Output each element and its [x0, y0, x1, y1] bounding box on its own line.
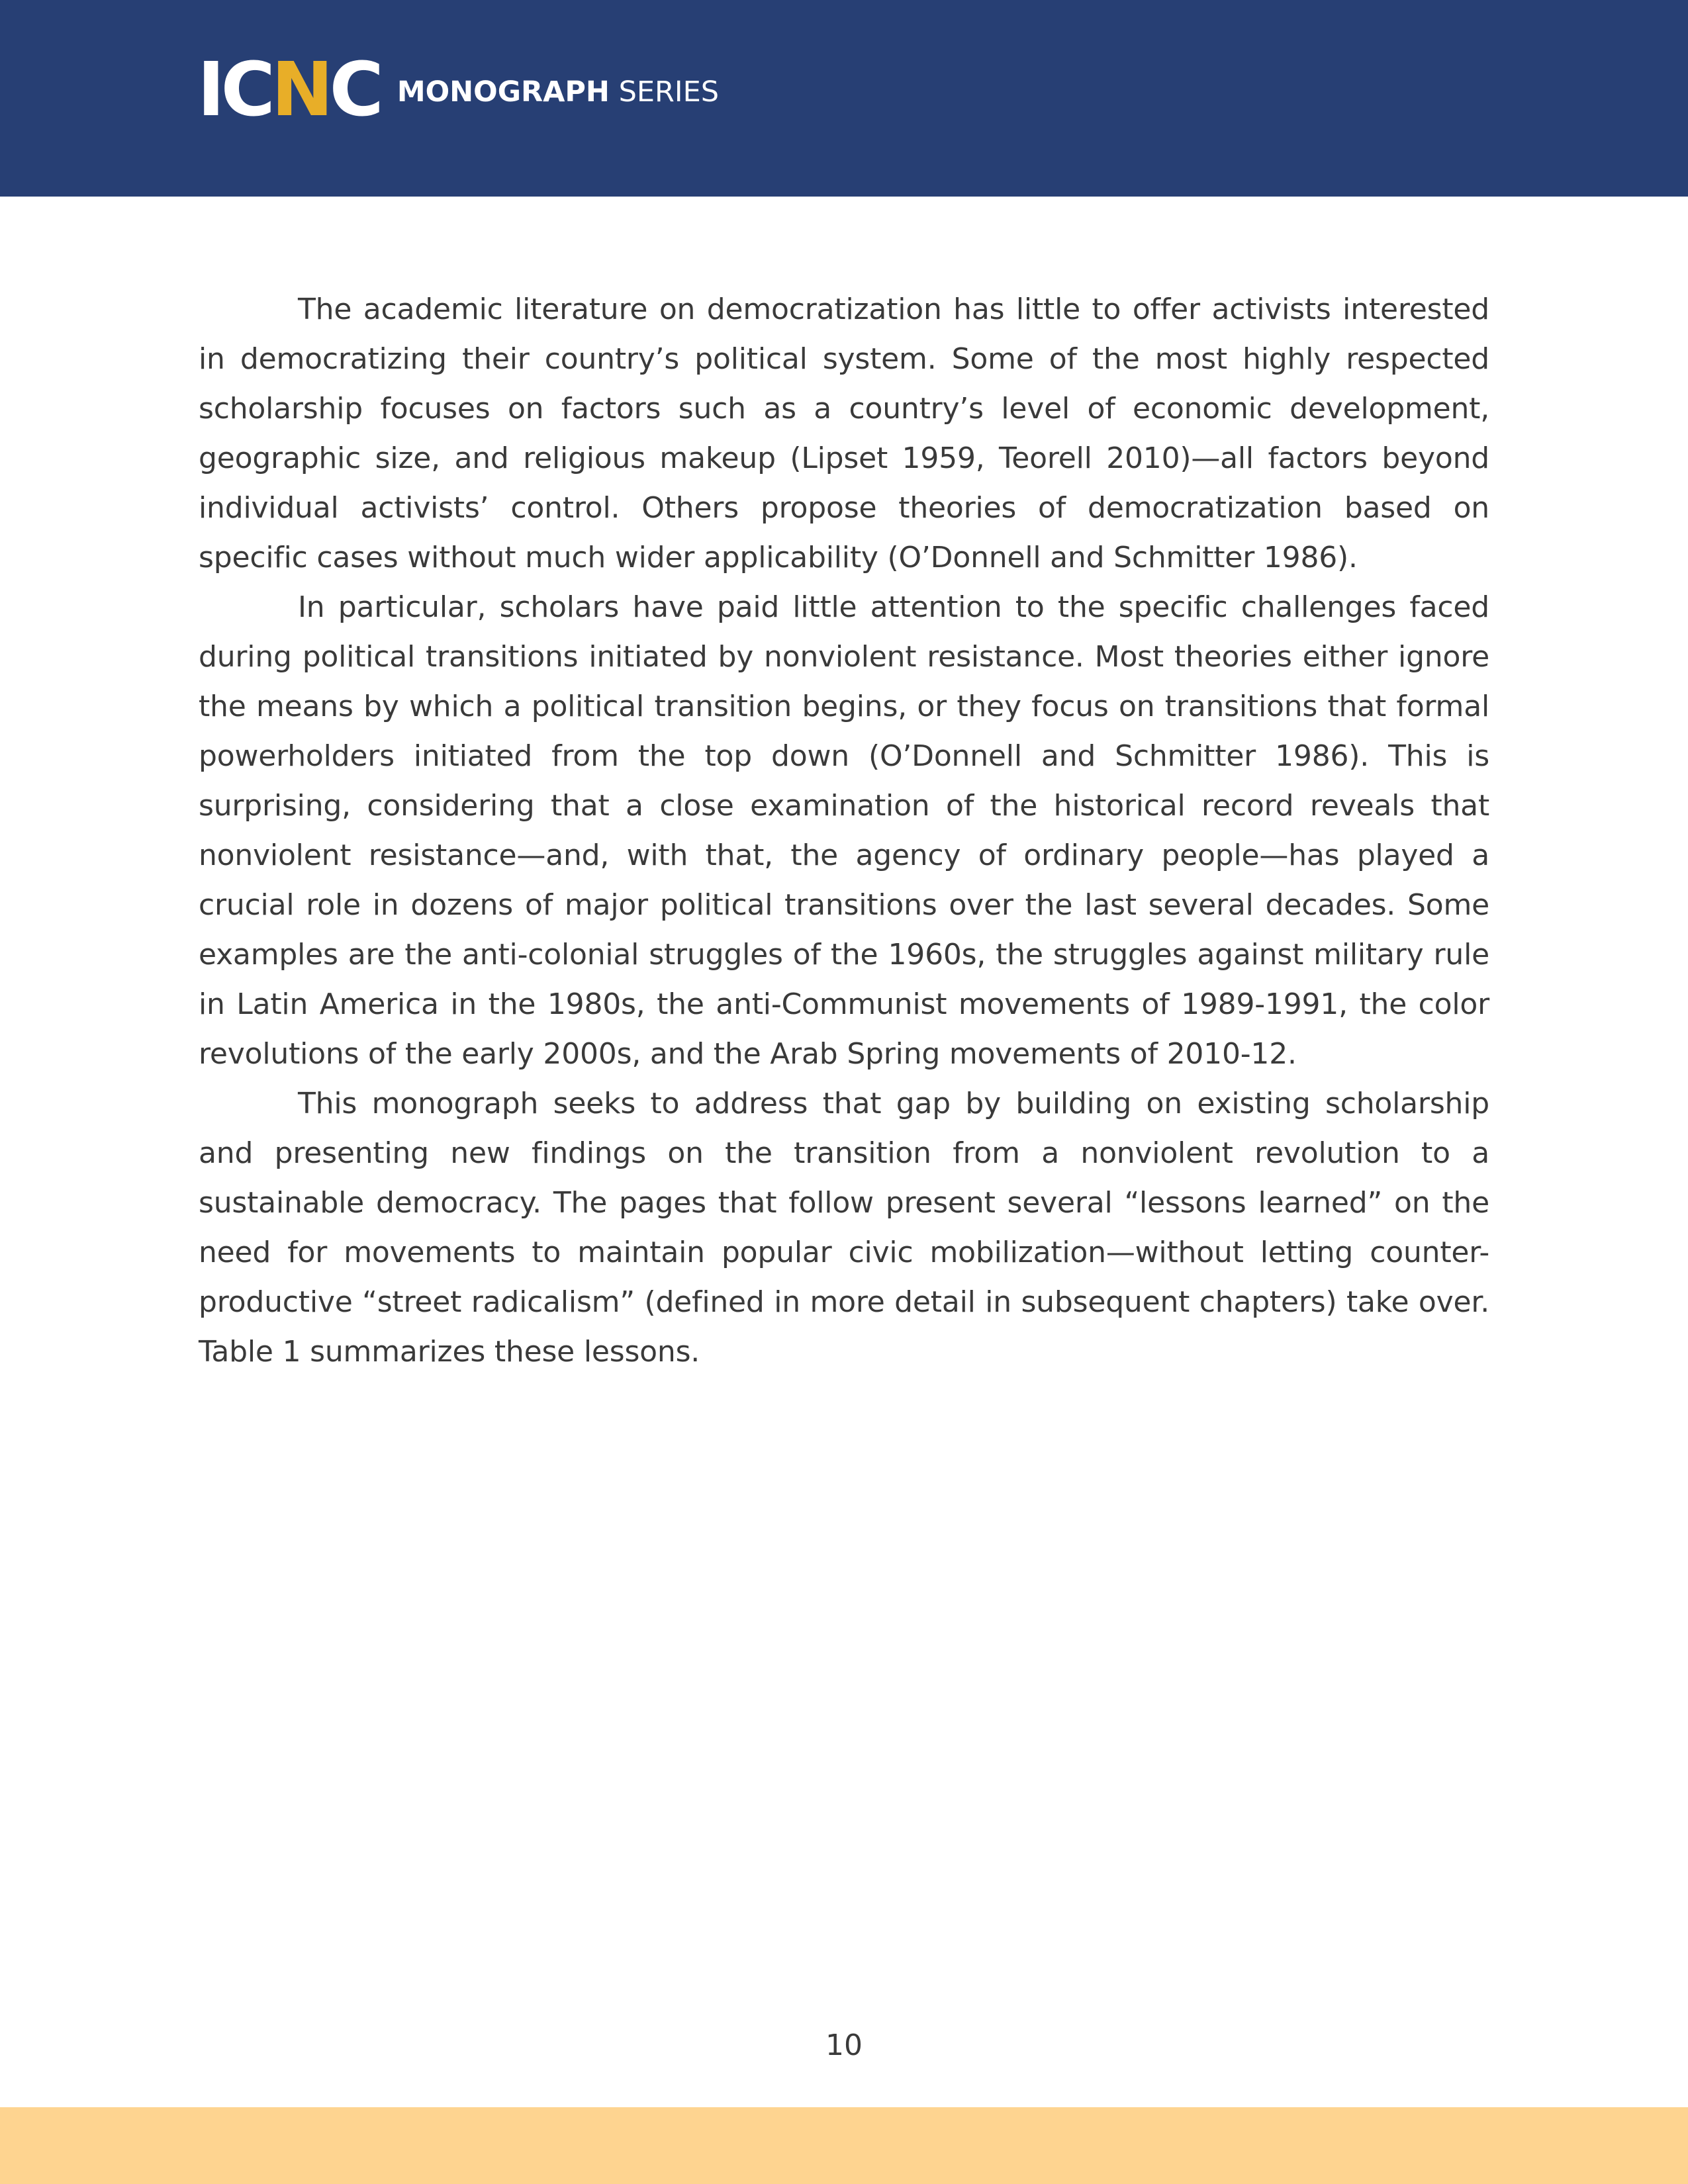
logo-letter-c: C — [329, 47, 380, 133]
paragraph-1: The academic literature on democratization has little to offer activists interested in democratizing their country’s political system. Some of the most highly respected scholarship focuses on factors such as a country’s level of economic development, geographic size, and religious makeup (Lipset 1959, Teorell 2010)—all factors beyond individual activists’ control. Others propose theories of democratization based on specific cases without much wider applicability (O’Donnell and Schmitter 1986). — [199, 293, 1489, 574]
paragraph-3: This monograph seeks to address that gap by building on existing scholarship and presenting new findings on the transition from a nonviolent revolution to a sustainable democracy. The pages that follow present several “lessons learned” on the need for movements to maintain popular civic mobilization—without letting counter-productive “street radicalism” (defined in more detail in subsequent chapters) take over. Table 1 summarizes these lessons. — [199, 1087, 1489, 1369]
series-label-light: SERIES — [618, 75, 720, 109]
series-label — [397, 75, 720, 109]
series-label-bold: MONOGRAPH — [397, 75, 610, 109]
paragraph-2: In particular, scholars have paid little attention to the specific challenges faced during political transitions initiated by nonviolent resistance. Most theories either ignore the means by which a political transition begins, or they focus on transitions that formal powerholders initiated from the top down (O’Donnell and Schmitter 1986). This is surprising, considering that a close examination of the historical record reveals that nonviolent resistance—and, with that, the agency of ordinary people—has played a crucial role in dozens of major political transitions over the last several decades. Some examples are the anti-colonial struggles of the 1960s, the struggles against military rule in Latin America in the 1980s, the anti-Communist movements of 1989-1991, the color revolutions of the early 2000s, and the Arab Spring movements of 2010-12. — [199, 590, 1489, 1071]
logo-letters-ic: IC — [197, 47, 271, 133]
header-band — [0, 0, 1688, 197]
icnc-logo — [197, 47, 720, 133]
logo-wordmark — [197, 47, 380, 133]
body-text — [199, 285, 1489, 1377]
footer-band — [0, 2107, 1688, 2184]
logo-letter-n: N — [271, 47, 330, 133]
page-number: 10 — [825, 2028, 863, 2062]
